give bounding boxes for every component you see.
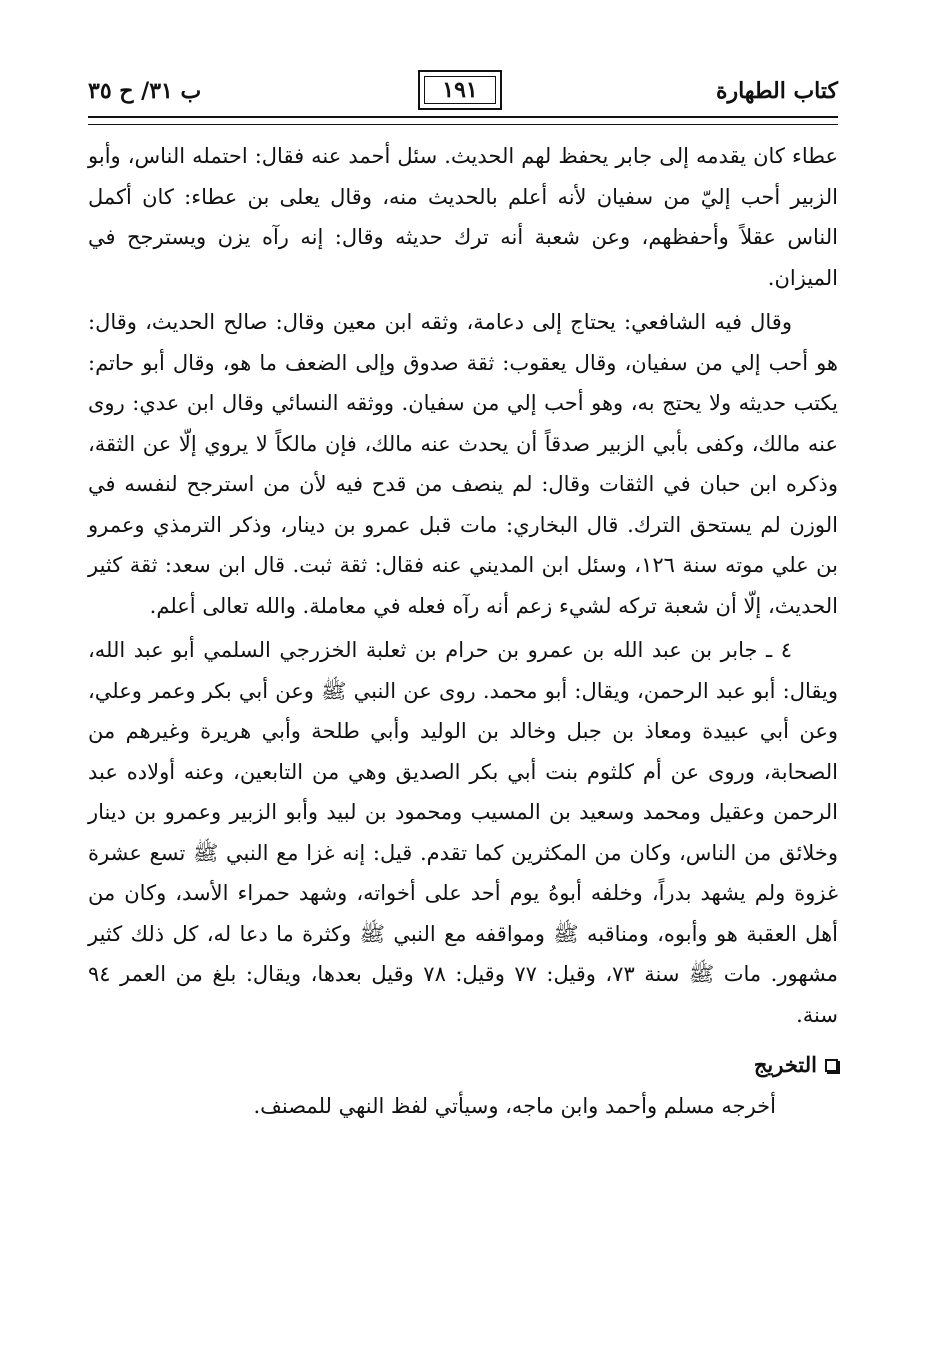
page-body (88, 136, 838, 1130)
chapter-reference: ب ٣١/ ح ٣٥ (88, 78, 202, 104)
paragraph-2: وقال فيه الشافعي: يحتاج إلى دعامة، وثقه ابن معين وقال: صالح الحديث، وقال: هو أحب إلي من سفيان، وقال يعقوب: ثقة صدوق وإلى الضعف ما هو، وقال أبو حاتم: يكتب حديثه ولا يحتج به، وهو أحب إلي من سفيان. ووثقه النسائي وقال ابن عدي: روى عنه مالك، وكفى بأبي الزبير صدقاً أن يحدث عنه مالك، فإن مالكاً لا يروي إلّا عن الثقة، وذكره ابن حبان في الثقات وقال: لم ينصف من قدح فيه لأن من استرجح لنفسه في الوزن لم يستحق الترك. قال البخاري: مات قبل عمرو بن دينار، وذكر الترمذي وعمرو بن علي موته سنة ١٢٦، وسئل ابن المديني عنه فقال: ثقة ثبت. قال ابن سعد: ثقة كثير الحديث، إلّا أن شعبة تركه لشيء زعم أنه رآه فعله في معاملة. والله تعالى أعلم. (88, 310, 838, 618)
header-divider (88, 116, 838, 125)
takhrij-heading (88, 1045, 838, 1086)
page-header (88, 66, 838, 116)
takhrij-title: التخريج (753, 1052, 817, 1077)
takhrij-text: أخرجه مسلم وأحمد وابن ماجه، وسيأتي لفظ النهي للمصنف. (253, 1093, 776, 1118)
paragraph-3: ٤ ـ جابر بن عبد الله بن عمرو بن حرام بن ثعلبة الخزرجي السلمي أبو عبد الله، ويقال: أبو عبد الرحمن، ويقال: أبو محمد. روى عن النبي ﷺ وعن أبي بكر وعمر وعلي، وعن أبي عبيدة ومعاذ بن جبل وخالد بن الوليد وأبي طلحة وأبي هريرة وغيرهم من الصحابة، وروى عن أم كلثوم بنت أبي بكر الصديق وهي من التابعين، وعنه أولاده عبد الرحمن وعقيل ومحمد وسعيد بن المسيب ومحمود بن لبيد وأبو الزبير وعمرو بن دينار وخلائق من الناس، وكان من المكثرين كما تقدم. قيل: إنه غزا مع النبي ﷺ تسع عشرة غزوة ولم يشهد بدراً، وخلفه أبوهُ يوم أحد على أخواته، وشهد حمراء الأسد، وكان من أهل العقبة هو وأبوه، ومناقبه ﷺ ومواقفه مع النبي ﷺ وكثرة ما دعا له، كل ذلك كثير مشهور. مات ﷺ سنة ٧٣، وقيل: ٧٧ وقيل: ٧٨ وقيل بعدها، ويقال: بلغ من العمر ٩٤ سنة. (88, 638, 838, 1027)
page-number-frame (418, 70, 502, 110)
paragraph-1: عطاء كان يقدمه إلى جابر يحفظ لهم الحديث. سئل أحمد عنه فقال: احتمله الناس، وأبو الزبير أحب إليّ من سفيان لأنه أعلم بالحديث منه، وقال يعلى بن عطاء: كان أكمل الناس عقلاً وأحفظهم، وعن شعبة أنه ترك حديثه وقال: إنه رآه يزن ويسترجح في الميزان. (88, 144, 838, 290)
document-page (88, 66, 838, 1306)
book-title: كتاب الطهارة (715, 78, 838, 104)
square-bullet-icon (825, 1059, 838, 1072)
page-number: ١٩١ (442, 77, 478, 103)
